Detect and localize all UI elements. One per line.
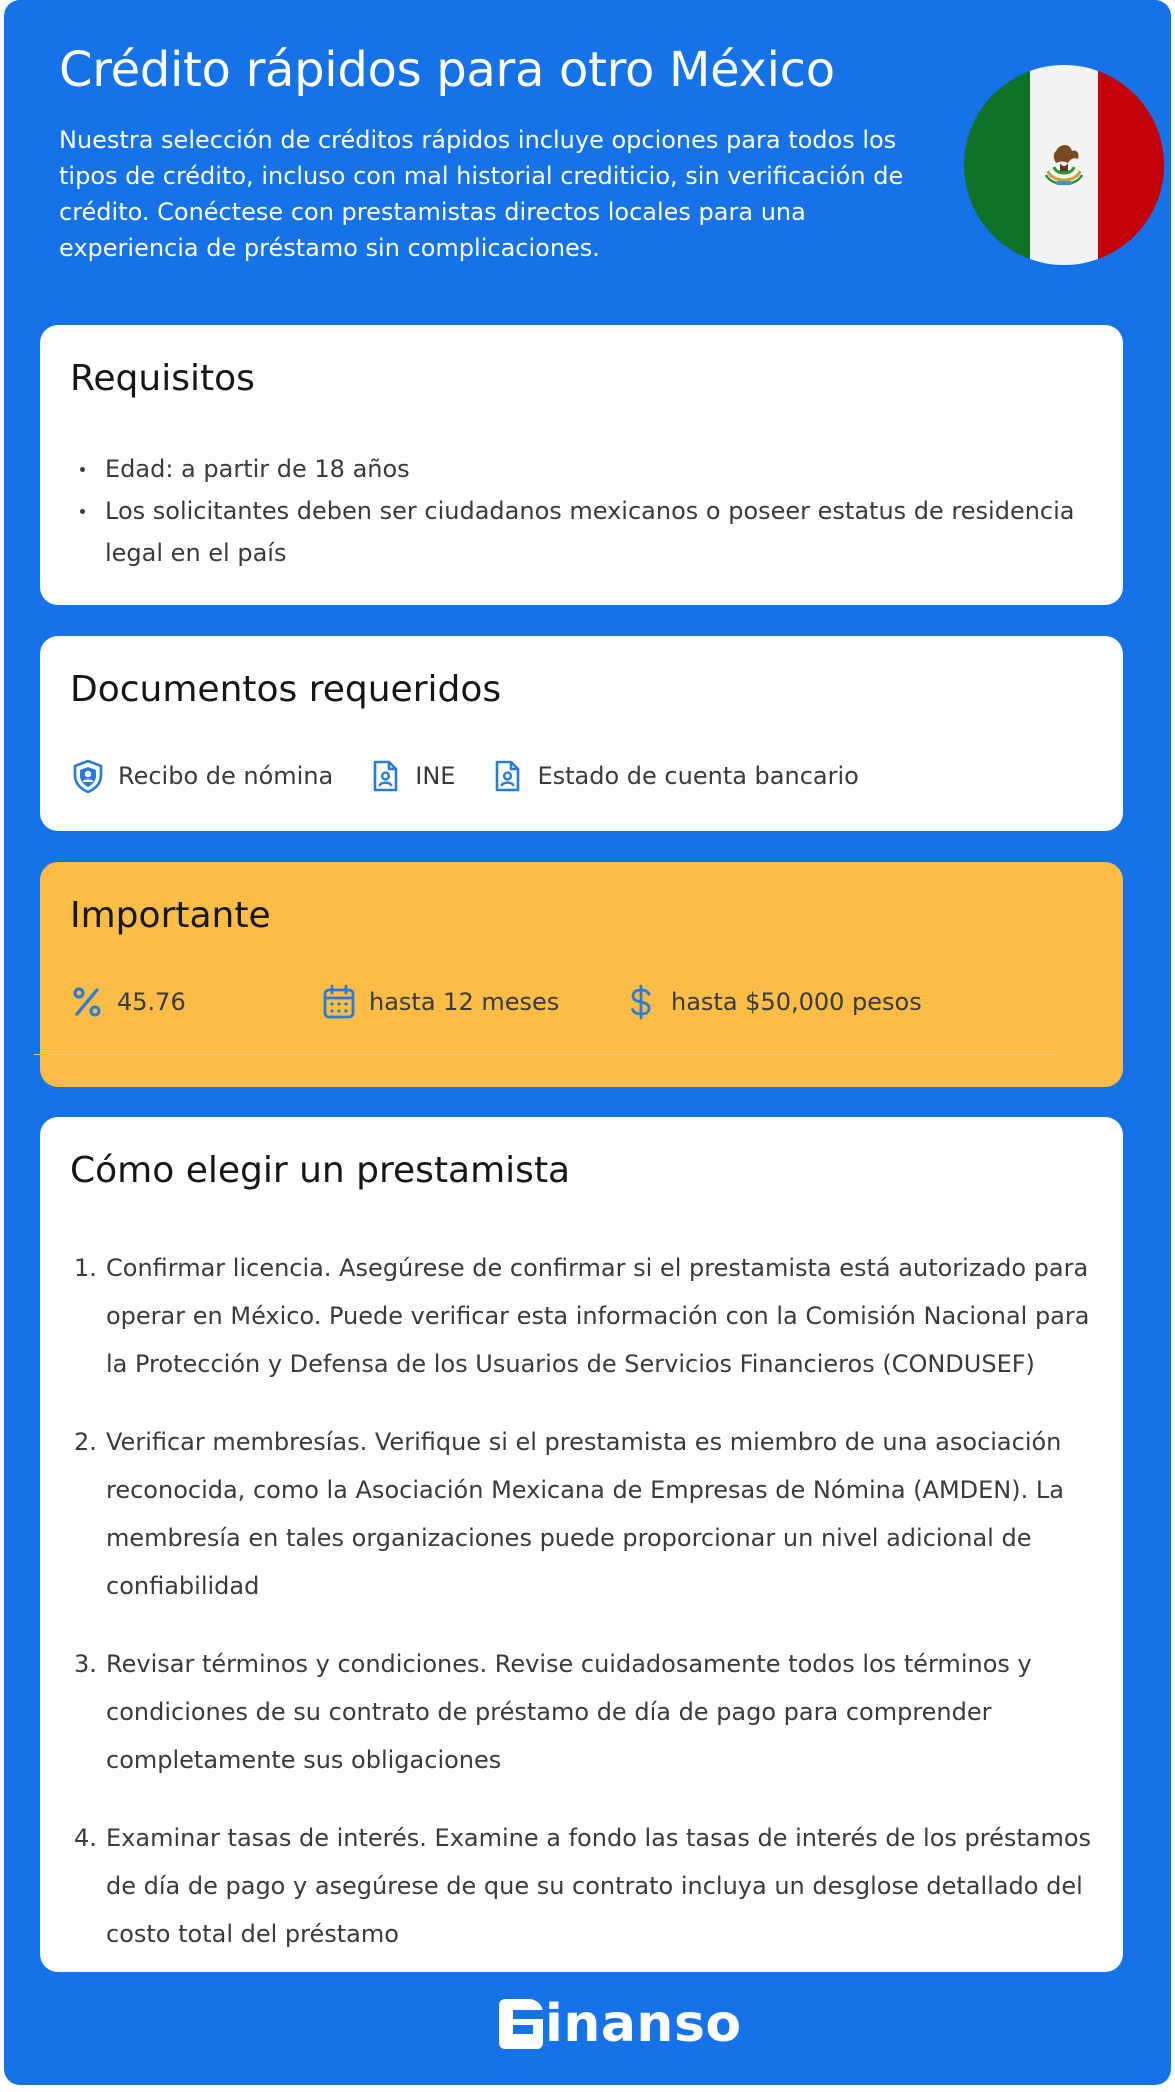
logo-f-mark-icon xyxy=(499,1999,543,2049)
list-item: Edad: a partir de 18 años xyxy=(70,448,1090,490)
id-document-icon xyxy=(367,758,403,794)
documents-title: Documentos requeridos xyxy=(70,669,502,710)
hero-section xyxy=(4,0,1171,290)
step-number: 4. xyxy=(74,1824,97,1852)
calendar-icon xyxy=(322,983,356,1021)
step-number: 1. xyxy=(74,1254,97,1282)
logo-wordmark: inanso xyxy=(545,1994,742,2054)
step-text: Confirmar licencia. Asegúrese de confirmar si el prestamista está autorizado para operar en México. Puede verificar esta información con la Comisión Nacional para la Protección y Defensa de los Usuarios de Servicios Financieros (CONDUSEF) xyxy=(106,1254,1090,1378)
choose-lender-title: Cómo elegir un prestamista xyxy=(70,1150,571,1191)
interest-rate-fact xyxy=(70,982,186,1022)
fact-label: 45.76 xyxy=(117,988,186,1016)
choose-lender-steps xyxy=(70,1244,1100,1988)
mexico-flag-icon xyxy=(964,65,1164,265)
requirements-list xyxy=(70,448,1090,574)
finanso-logo xyxy=(499,1996,744,2052)
amount-fact xyxy=(624,982,922,1022)
step-text: Revisar términos y condiciones. Revise cuidadosamente todos los términos y condiciones de su contrato de préstamo de día de pago para comprender completamente sus obligaciones xyxy=(106,1650,1032,1774)
page-title: Crédito rápidos para otro México xyxy=(59,42,835,98)
document-item xyxy=(70,758,333,794)
list-item xyxy=(70,1814,1100,1958)
dollar-icon xyxy=(624,983,658,1021)
hero-description: Nuestra selección de créditos rápidos incluye opciones para todos los tipos de crédito, incluso con mal historial crediticio, sin verificación de crédito. Conéctese con prestamistas directos locales para una experiencia de préstamo sin complicaciones. xyxy=(59,126,904,262)
fact-label: hasta $50,000 pesos xyxy=(671,988,922,1016)
eagle-emblem-icon xyxy=(1034,137,1094,193)
document-item xyxy=(367,758,455,794)
term-fact xyxy=(322,982,559,1022)
step-text: Examinar tasas de interés. Examine a fondo las tasas de interés de los préstamos de día de pago y asegúrese de que su contrato incluya un desglose detallado del costo total del préstamo xyxy=(106,1824,1092,1948)
list-item: Los solicitantes deben ser ciudadanos mexicanos o poseer estatus de residencia legal en el país xyxy=(70,490,1090,574)
document-label: INE xyxy=(415,762,456,790)
percent-icon xyxy=(70,983,104,1021)
step-number: 3. xyxy=(74,1650,97,1678)
shield-icon xyxy=(70,758,106,794)
infographic-frame xyxy=(4,0,1171,2085)
choose-lender-card xyxy=(40,1117,1123,1972)
id-document-icon xyxy=(489,758,525,794)
requirements-card xyxy=(40,325,1123,605)
step-text: Verificar membresías. Verifique si el prestamista es miembro de una asociación reconocida, como la Asociación Mexicana de Empresas de Nómina (AMDEN). La membresía en tales organizaciones puede proporcionar un nivel adicional de confiabilidad xyxy=(106,1428,1064,1600)
list-item xyxy=(70,1418,1100,1610)
important-facts xyxy=(70,982,1093,1042)
step-number: 2. xyxy=(74,1428,97,1456)
list-item xyxy=(70,1640,1100,1784)
document-item xyxy=(489,758,858,794)
requirements-title: Requisitos xyxy=(70,358,255,399)
document-label: Recibo de nómina xyxy=(118,762,334,790)
list-item xyxy=(70,1244,1100,1388)
documents-card xyxy=(40,636,1123,831)
document-label: Estado de cuenta bancario xyxy=(537,762,859,790)
important-title: Importante xyxy=(70,895,271,936)
fact-label: hasta 12 meses xyxy=(369,988,560,1016)
facts-divider xyxy=(34,1054,1057,1055)
documents-list xyxy=(70,758,893,794)
